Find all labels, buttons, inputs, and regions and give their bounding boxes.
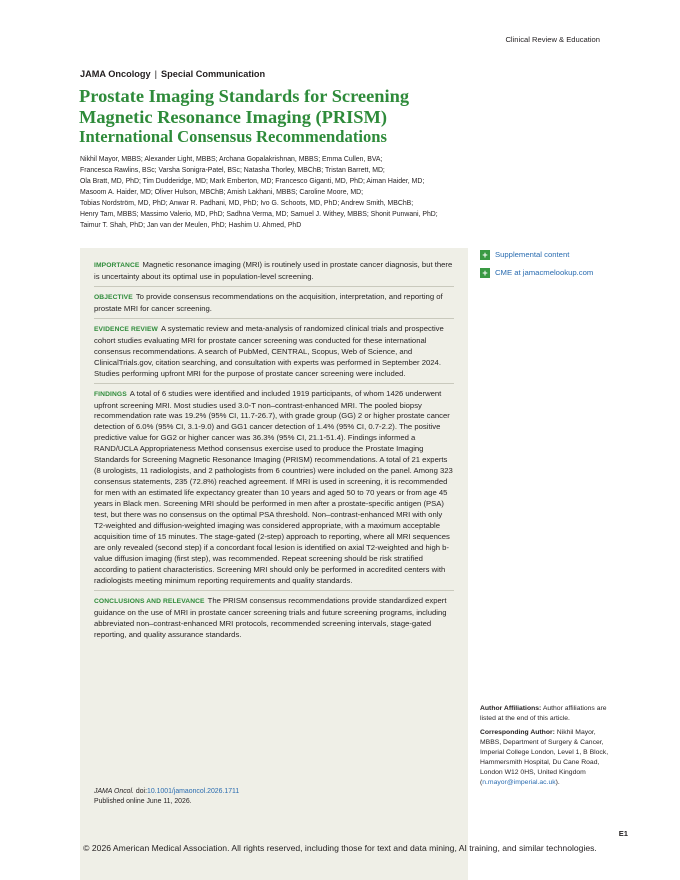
citation-journal: JAMA Oncol. bbox=[94, 788, 134, 795]
title-line-2: Magnetic Resonance Imaging (PRISM) bbox=[79, 106, 388, 127]
section-heading: FINDINGS bbox=[94, 390, 127, 398]
page-number: E1 bbox=[618, 829, 628, 838]
author-line: Taimur T. Shah, PhD; Jan van der Meulen, PhD; Hashim U. Ahmed, PhD bbox=[80, 221, 302, 229]
section-text: Magnetic resonance imaging (MRI) is routinely used in prostate cancer diagnosis, but there is uncertainty about its optimal use in population-level screening. bbox=[94, 260, 453, 281]
journal-name: JAMA Oncology bbox=[80, 69, 151, 79]
supplemental-content-link[interactable] bbox=[480, 248, 610, 261]
author-line: Ola Bratt, MD, PhD; Tim Dudderidge, MD; Mark Emberton, MD; Francesco Giganti, MD, PhD; Aiman Haider, MD; bbox=[80, 177, 425, 185]
section-text: To provide consensus recommendations on the acquisition, interpretation, and reporting of prostate MRI for cancer screening. bbox=[94, 291, 443, 313]
doi-label: doi: bbox=[135, 788, 147, 795]
author-line: Francesca Rawlins, BSc; Varsha Sonigra-Patel, BSc; Natasha Thorley, MBChB; Tristan Barrett, MD; bbox=[80, 166, 385, 174]
doi-link[interactable]: 10.1001/jamaoncol.2026.1711 bbox=[147, 788, 240, 795]
article-title bbox=[79, 86, 599, 147]
affil-text: Author affiliations are listed at the end of this article. bbox=[480, 705, 607, 722]
affil-label: Author Affiliations: bbox=[480, 705, 542, 712]
plus-icon: + bbox=[480, 250, 490, 260]
copyright-notice: © 2026 American Medical Association. All rights reserved, including those for text and data mining, AI training, and similar technologies. bbox=[83, 843, 597, 853]
section-text: A total of 6 studies were identified and included 1919 participants, of whom 1426 underwent upfront screening MRI. Most studies used 3.0-T non–contrast-enhanced MRI. The pooled biopsy recommendation rate was 19.2% (95% CI, 11.7-26.7), with grade group (GG) 2 or higher prostate cancer detection of 6.0% (95% CI, 3.1-9.0) and GG1 cancer detection of 1.4% (95% CI, 0.7-2.2). The positive predictive value for GG2 or higher cancer was 36.3% (95% CI, 21.1-51.4). Findings informed a RAND/UCLA Appropriateness Method consensus exercise used to produce the Prostate Imaging Standards for Screening Magnetic Resonance Imaging (PRISM) recommendations. A total of 21 experts (8 urologists, 11 radiologists, and 2 pathologists from 6 countries) were included on the panel. Among 323 consensus statements, 235 (72.8%) reached agreement. If MRI is used in screening, it is recommended for men with an estimated life expectancy greater than 10 years and aged 50 to 70 years or from age 45 years in Black men. Screening MRI should be performed in men after a prostate-specific antigen (PSA) test, but there was no consensus on the optimal PSA threshold. Non–contrast-enhanced MRI with only T2-weighted and diffusion-weighted imaging was considered appropriate, with a maximum acceptable acquisition time of 15 minutes. The stage-gated (2-step) approach to reporting, where all MRI sequences are only revealed (second step) if a concordant focal lesion is identified on axial T2-weighted and high b-value diffusion imaging (first step), was recommended. Repeat screening should be risk stratified according to patient characteristics. Screening MRI should only be performed in accredited centers with radiologists meeting minimum reporting requirements and quality standards. bbox=[94, 388, 453, 585]
journal-line bbox=[80, 69, 265, 79]
corresponding-author bbox=[480, 728, 610, 788]
abstract-conclusions bbox=[94, 596, 454, 644]
section-heading: OBJECTIVE bbox=[94, 293, 133, 301]
affiliations bbox=[480, 704, 610, 792]
published-date: Published online June 11, 2026. bbox=[94, 798, 192, 805]
author-list bbox=[80, 155, 480, 232]
author-line: Nikhil Mayor, MBBS; Alexander Light, MBBS; Archana Gopalakrishnan, MBBS; Emma Cullen, BVA; bbox=[80, 156, 383, 163]
abstract-evidence-review bbox=[94, 324, 454, 384]
section-header: Clinical Review & Education bbox=[505, 35, 600, 44]
abstract bbox=[94, 260, 454, 649]
article-type: Special Communication bbox=[161, 69, 266, 79]
author-affiliations bbox=[480, 704, 610, 724]
abstract-importance bbox=[94, 260, 454, 287]
author-line: Tobias Nordström, MD, PhD; Anwar R. Padhani, MD, PhD; Ivo G. Schoots, MD, PhD; Andrew Smith, MBChB; bbox=[80, 199, 414, 207]
author-line: Henry Tam, MBBS; Massimo Valerio, MD, PhD; Sadhna Verma, MD; Samuel J. Withey, MBBS; Shonit Punwani, PhD; bbox=[80, 210, 438, 218]
citation-doi-line bbox=[94, 787, 239, 797]
cme-url[interactable]: jamacmelookup.com bbox=[522, 268, 594, 277]
side-links bbox=[480, 248, 610, 284]
abstract-findings bbox=[94, 389, 454, 591]
cme-prefix: CME at bbox=[495, 268, 521, 277]
supplemental-label: Supplemental content bbox=[495, 250, 570, 259]
author-line: Masoom A. Haider, MD; Oliver Hulson, MBChB; Amish Lakhani, MBBS; Caroline Moore, MD; bbox=[80, 188, 363, 196]
citation bbox=[94, 787, 239, 807]
corresponding-text: Nikhil Mayor, MBBS, Department of Surgery & Cancer, Imperial College London, Level 1, B Block, Hammersmith Hospital, Du Cane Road, London W12 0HS, United Kingdom ( bbox=[480, 729, 609, 786]
section-text: A systematic review and meta-analysis of randomized clinical trials and prospective cohort studies evaluating MRI for prostate cancer screening was conducted for these international consensus recommendations. A search of PubMed, CENTRAL, Scopus, Web of Science, and ClinicalTrials.gov, citation searching, and consultation with experts was performed in September 2024. Studies performing upfront MRI for the purpose of prostate cancer screening were included. bbox=[94, 323, 444, 378]
journal-separator: | bbox=[154, 69, 158, 79]
abstract-objective bbox=[94, 292, 454, 319]
title-subtitle: International Consensus Recommendations bbox=[79, 127, 387, 146]
title-line-1: Prostate Imaging Standards for Screening bbox=[79, 86, 410, 106]
email-link[interactable]: n.mayor@imperial.ac.uk bbox=[482, 779, 556, 786]
section-heading: IMPORTANCE bbox=[94, 262, 140, 269]
section-text: The PRISM consensus recommendations provide standardized expert guidance on the use of MRI in prostate cancer screening trials and future screening programs, including abbreviated non–contrast-enhanced MRI protocols, recommended screening intervals, stage-gated reporting, and quality assurance standards. bbox=[94, 595, 447, 639]
section-heading: CONCLUSIONS AND RELEVANCE bbox=[94, 597, 205, 605]
corresponding-label: Corresponding Author: bbox=[480, 729, 555, 736]
cme-link[interactable] bbox=[480, 266, 610, 279]
section-heading: EVIDENCE REVIEW bbox=[94, 325, 158, 333]
plus-icon: + bbox=[480, 268, 490, 278]
corresponding-end: ). bbox=[555, 779, 560, 786]
